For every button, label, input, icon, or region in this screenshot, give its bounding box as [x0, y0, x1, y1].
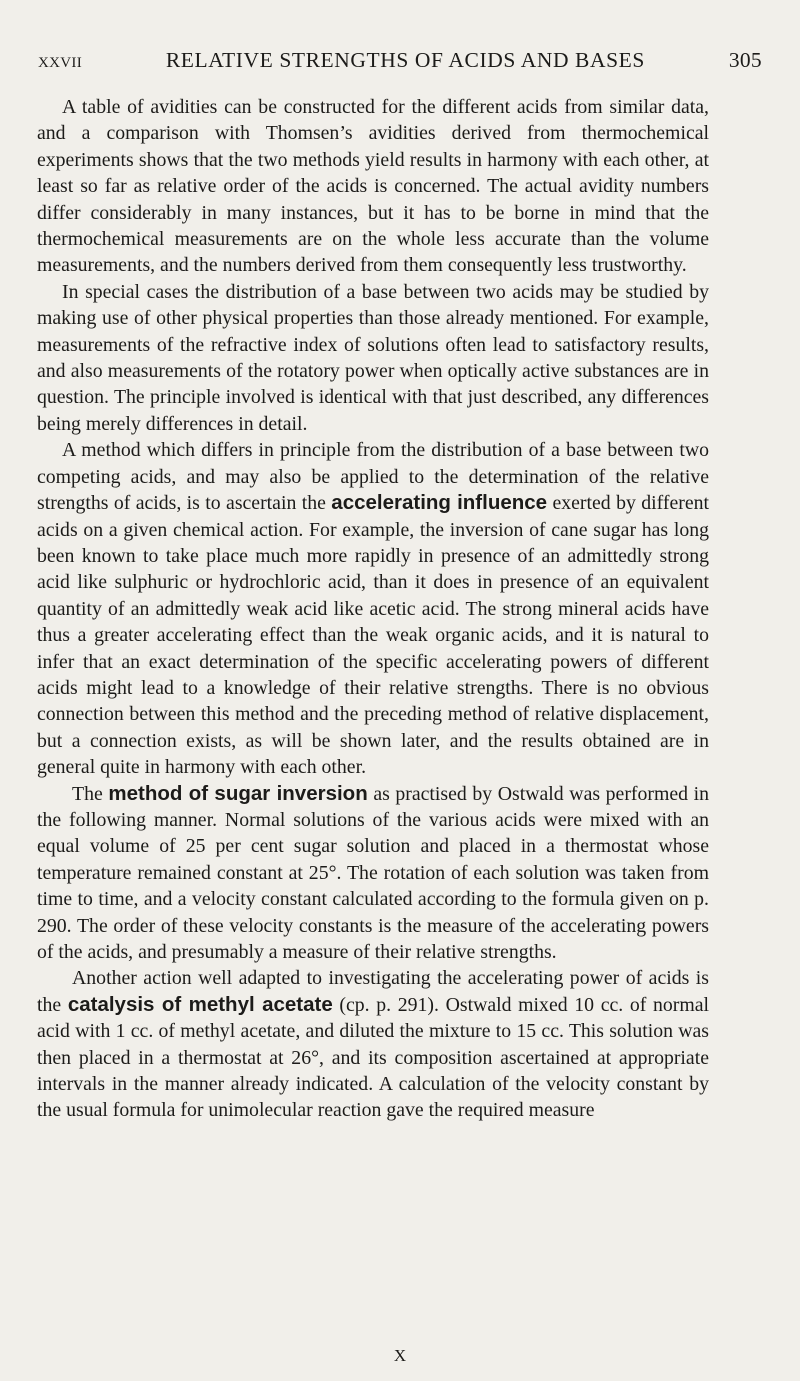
paragraph-special-cases: In special cases the distribution of a base between two acids may be studied by making use of other physical properties than those already mentioned. For example, measurements of the refractive index of solutions often lead to satisfactory results, and also measurements of the rotatory power when optically active substances are in question. The principle involved is identical with that just described, any differences being merely differences in detail.: [37, 280, 709, 435]
chapter-number: xxvii: [38, 48, 82, 72]
running-header: [38, 48, 762, 73]
paragraph-avidity-table: A table of avidities can be constructed for the different acids from similar data, and a comparison with Thomsen’s avidities derived from thermochemical experiments shows that the two methods yield results in harmony with each other, at least so far as relative order of the acids is concerned. The actual avidity numbers differ considerably in many instances, but it has to be borne in mind that the thermochemical measurements are on the whole less accurate than the volume measurements, and the numbers derived from them consequently less trustworthy.: [37, 96, 709, 277]
bold-term-methyl-acetate: catalysis of methyl acetate: [67, 992, 333, 1016]
bold-term-accelerating-influence: accelerating influence: [331, 491, 548, 515]
page-number: 305: [728, 48, 762, 72]
signature-mark: X: [393, 1346, 407, 1365]
paragraph-accelerating-influence: A method which differs in principle from the distribution of a base between two competing acids, and may also be applied to the determination of the relative strengths of acids, is to ascertain the accelerating influence exerted by different acids on a given chemical action. For example, the inversion of cane sugar has long been known to take place much more rapidly in presence of an admittedly strong acid like sulphuric or hydrochloric acid, than it does in presence of an equivalent quantity of an admittedly weak acid like acetic acid. The strong mineral acids have thus a greater accelerating effect than the weak organic acids, and it is natural to infer that an exact determination of the specific accelerating powers of different acids might lead to a knowledge of their relative strengths. There is no obvious connection between this method and the preceding method of relative displacement, but a connection exists, as will be shown later, and the results obtained are in general quite in harmony with each other.: [37, 439, 709, 779]
paragraph-sugar-inversion: The method of sugar inversion as practised by Ostwald was performed in the following manner. Normal solutions of the various acids were mixed with an equal volume of 25 per cent sugar solution and placed in a thermostat whose temperature remained constant at 25°. The rotation of each solution was taken from time to time, and a velocity constant calculated according to the formula given on p. 290. The order of these velocity constants is the measure of the accelerating powers of the acids, and presumably a measure of their relative strengths.: [37, 781, 710, 963]
paragraph-methyl-acetate: Another action well adapted to investigating the accelerating power of acids is the catalysis of methyl acetate (cp. p. 291). Ostwald mixed 10 cc. of normal acid with 1 cc. of methyl acetate, and diluted the mixture to 15 cc. This solution was then placed in a thermostat at 26°, and its composition ascertained at appropriate intervals in the manner already indicated. A calculation of the velocity constant by the usual formula for unimolecular reaction gave the required measure: [37, 967, 710, 1122]
body-text: [37, 94, 709, 1124]
bold-term-sugar-inversion: method of sugar inversion: [108, 781, 368, 805]
running-title: RELATIVE STRENGTHS OF ACIDS AND BASES: [165, 48, 645, 72]
